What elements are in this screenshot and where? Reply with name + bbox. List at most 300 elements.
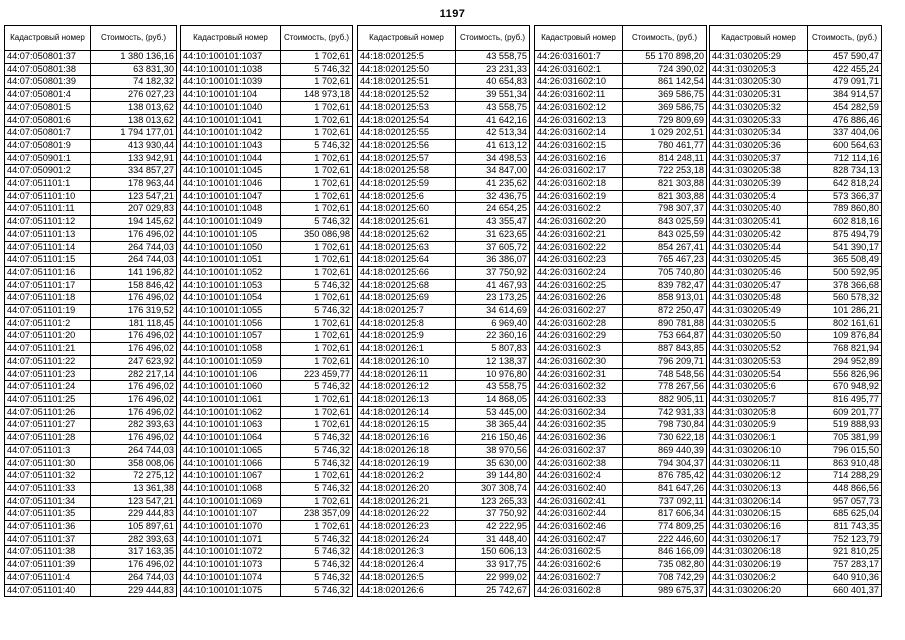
cost-cell: 1 702,61 (281, 292, 353, 305)
table-row (5, 495, 177, 508)
cost-cell: 123 547,21 (91, 495, 177, 508)
cadastral-number-cell: 44:31:030205:48 (710, 292, 808, 305)
cadastral-number-cell: 44:26:031602:24 (535, 266, 623, 279)
cost-cell: 282 393,63 (91, 419, 177, 432)
cost-cell: 1 794 177,01 (91, 127, 177, 140)
table-row (358, 355, 530, 368)
cost-cell: 1 702,61 (281, 521, 353, 534)
cost-cell: 334 857,27 (91, 165, 177, 178)
cadastral-number-cell: 44:10:100101:1059 (181, 355, 281, 368)
table-row (181, 203, 353, 216)
cadastral-number-cell: 44:26:031602:17 (535, 165, 623, 178)
cadastral-number-cell: 44:10:100101:1069 (181, 495, 281, 508)
cadastral-number-cell: 44:10:100101:1037 (181, 51, 281, 64)
cadastral-number-cell: 44:10:100101:1042 (181, 127, 281, 140)
cadastral-number-cell: 44:10:100101:1048 (181, 203, 281, 216)
cadastral-number-cell: 44:18:020126:4 (358, 559, 456, 572)
cadastral-number-cell: 44:18:020125:56 (358, 139, 456, 152)
cost-cell: 708 742,29 (623, 571, 707, 584)
cadastral-number-cell: 44:10:100101:1044 (181, 152, 281, 165)
table-row (710, 533, 882, 546)
cadastral-number-cell: 44:18:020126:1 (358, 343, 456, 356)
table-row (710, 266, 882, 279)
cadastral-number-cell: 44:18:020125:62 (358, 228, 456, 241)
table-row (710, 101, 882, 114)
cost-cell: 843 025,59 (623, 228, 707, 241)
cost-cell: 685 625,04 (808, 508, 882, 521)
table-row (535, 546, 707, 559)
table-row (181, 190, 353, 203)
cadastral-number-cell: 44:07:051101:2 (5, 317, 91, 330)
cost-cell: 705 740,80 (623, 266, 707, 279)
cost-cell: 176 496,02 (91, 228, 177, 241)
cost-cell: 1 702,61 (281, 254, 353, 267)
table-row (358, 89, 530, 102)
cadastral-number-cell: 44:10:100101:1038 (181, 63, 281, 76)
cost-cell: 519 888,93 (808, 419, 882, 432)
table-row (5, 317, 177, 330)
cost-cell: 821 303,88 (623, 178, 707, 191)
table-row (358, 571, 530, 584)
cadastral-number-cell: 44:31:030205:45 (710, 254, 808, 267)
cadastral-number-cell: 44:31:030206:11 (710, 457, 808, 470)
table-row (358, 533, 530, 546)
cadastral-number-cell: 44:18:020125:6 (358, 190, 456, 203)
cost-cell: 40 654,83 (456, 76, 530, 89)
cost-cell: 600 564,63 (808, 139, 882, 152)
table-row (181, 152, 353, 165)
table-row (358, 152, 530, 165)
cost-cell: 714 288,29 (808, 470, 882, 483)
table-row (358, 266, 530, 279)
table-row (5, 254, 177, 267)
page-number: 1197 (439, 8, 466, 20)
table-row (358, 178, 530, 191)
cadastral-number-cell: 44:10:100101:1040 (181, 101, 281, 114)
table-row (181, 89, 353, 102)
cost-cell: 814 248,11 (623, 152, 707, 165)
cadastral-number-cell: 44:18:020126:20 (358, 482, 456, 495)
cost-cell: 863 910,48 (808, 457, 882, 470)
cadastral-number-cell: 44:07:051101:38 (5, 546, 91, 559)
cadastral-number-cell: 44:07:050801:37 (5, 51, 91, 64)
cost-cell: 712 114,16 (808, 152, 882, 165)
cost-cell: 890 781,88 (623, 317, 707, 330)
cost-cell: 957 057,73 (808, 495, 882, 508)
cadastral-number-cell: 44:10:100101:1055 (181, 305, 281, 318)
cadastral-number-cell: 44:18:020126:5 (358, 571, 456, 584)
table-row (181, 508, 353, 521)
cost-cell: 1 702,61 (281, 330, 353, 343)
cost-cell: 1 702,61 (281, 165, 353, 178)
cost-cell: 1 702,61 (281, 76, 353, 89)
cadastral-number-cell: 44:07:051101:12 (5, 216, 91, 229)
cadastral-number-cell: 44:07:051101:24 (5, 381, 91, 394)
cost-cell: 181 118,45 (91, 317, 177, 330)
cost-cell: 5 746,32 (281, 432, 353, 445)
cadastral-number-cell: 44:10:100101:1073 (181, 559, 281, 572)
cadastral-number-cell: 44:18:020125:69 (358, 292, 456, 305)
cost-cell: 735 082,80 (623, 559, 707, 572)
table-row (358, 406, 530, 419)
cadastral-number-cell: 44:10:100101:1063 (181, 419, 281, 432)
cost-cell: 238 357,09 (281, 508, 353, 521)
table-row (358, 190, 530, 203)
cadastral-number-cell: 44:07:051101:26 (5, 406, 91, 419)
table-row (535, 63, 707, 76)
cadastral-number-cell: 44:26:031602:34 (535, 406, 623, 419)
cadastral-number-cell: 44:07:051101:32 (5, 470, 91, 483)
table-row (710, 228, 882, 241)
table-row (5, 152, 177, 165)
cost-cell: 22 360,16 (456, 330, 530, 343)
cadastral-number-cell: 44:31:030206:1 (710, 432, 808, 445)
cadastral-number-cell: 44:18:020125:53 (358, 101, 456, 114)
cadastral-number-cell: 44:18:020126:23 (358, 521, 456, 534)
cadastral-number-cell: 44:31:030205:32 (710, 101, 808, 114)
cost-cell: 10 976,80 (456, 368, 530, 381)
table-row (181, 63, 353, 76)
cost-cell: 264 744,03 (91, 571, 177, 584)
table-row (710, 292, 882, 305)
cost-cell: 176 496,02 (91, 406, 177, 419)
cost-cell: 176 496,02 (91, 559, 177, 572)
table-row (710, 76, 882, 89)
table-row (181, 406, 353, 419)
cost-cell: 798 307,37 (623, 203, 707, 216)
table-row (358, 521, 530, 534)
table-row (535, 139, 707, 152)
cadastral-number-cell: 44:07:051101:19 (5, 305, 91, 318)
cadastral-number-cell: 44:18:020125:8 (358, 317, 456, 330)
cost-cell: 1 702,61 (281, 101, 353, 114)
cadastral-number-cell: 44:10:100101:107 (181, 508, 281, 521)
cost-cell: 32 436,75 (456, 190, 530, 203)
cadastral-number-cell: 44:18:020126:10 (358, 355, 456, 368)
cadastral-number-cell: 44:10:100101:105 (181, 228, 281, 241)
cadastral-number-cell: 44:26:031602:32 (535, 381, 623, 394)
table-row (181, 101, 353, 114)
table-row (710, 355, 882, 368)
table-row (5, 266, 177, 279)
table-row (358, 381, 530, 394)
cost-cell: 105 897,61 (91, 521, 177, 534)
cost-cell: 457 590,47 (808, 51, 882, 64)
cadastral-number-cell: 44:26:031602:40 (535, 482, 623, 495)
cost-cell: 642 818,24 (808, 178, 882, 191)
cadastral-tables (4, 25, 902, 625)
cadastral-number-cell: 44:18:020125:68 (358, 279, 456, 292)
table-row (181, 470, 353, 483)
table-row (358, 292, 530, 305)
cadastral-number-cell: 44:26:031602:1 (535, 63, 623, 76)
cost-cell: 282 217,14 (91, 368, 177, 381)
cost-cell: 109 876,84 (808, 330, 882, 343)
cost-cell: 753 664,87 (623, 330, 707, 343)
table-row (710, 457, 882, 470)
cost-cell: 337 404,06 (808, 127, 882, 140)
cadastral-number-cell: 44:26:031602:21 (535, 228, 623, 241)
table-row (181, 521, 353, 534)
table-row (5, 241, 177, 254)
cadastral-number-cell: 44:31:030206:12 (710, 470, 808, 483)
cadastral-number-cell: 44:31:030205:33 (710, 114, 808, 127)
cadastral-number-cell: 44:18:020126:18 (358, 444, 456, 457)
table-row (710, 368, 882, 381)
cadastral-number-cell: 44:10:100101:1039 (181, 76, 281, 89)
cadastral-number-cell: 44:10:100101:1061 (181, 393, 281, 406)
cadastral-number-cell: 44:31:030205:52 (710, 343, 808, 356)
cadastral-number-cell: 44:18:020125:50 (358, 63, 456, 76)
table-row (535, 165, 707, 178)
table-row (535, 584, 707, 597)
table-row (5, 406, 177, 419)
table-row (5, 571, 177, 584)
table-row (5, 139, 177, 152)
table-row (358, 419, 530, 432)
cadastral-number-cell: 44:31:030205:42 (710, 228, 808, 241)
cadastral-number-cell: 44:31:030206:18 (710, 546, 808, 559)
cadastral-number-cell: 44:26:031602:36 (535, 432, 623, 445)
cost-cell: 5 807,83 (456, 343, 530, 356)
cost-cell: 774 809,25 (623, 521, 707, 534)
cost-cell: 216 150,46 (456, 432, 530, 445)
cost-cell: 479 091,71 (808, 76, 882, 89)
table-row (5, 190, 177, 203)
cost-cell: 796 015,50 (808, 444, 882, 457)
cost-cell: 1 702,61 (281, 203, 353, 216)
cadastral-number-cell: 44:18:020125:52 (358, 89, 456, 102)
table-row (181, 165, 353, 178)
cost-cell: 5 746,32 (281, 571, 353, 584)
table-row (358, 470, 530, 483)
table-row (535, 521, 707, 534)
cost-cell: 858 913,01 (623, 292, 707, 305)
table-row (358, 254, 530, 267)
cadastral-number-cell: 44:26:031602:26 (535, 292, 623, 305)
cost-cell: 798 730,84 (623, 419, 707, 432)
cadastral-number-cell: 44:18:020126:6 (358, 584, 456, 597)
table-row (535, 190, 707, 203)
cadastral-number-cell: 44:31:030205:29 (710, 51, 808, 64)
cadastral-number-cell: 44:10:100101:1050 (181, 241, 281, 254)
cadastral-number-cell: 44:31:030205:31 (710, 89, 808, 102)
cost-cell: 5 746,32 (281, 381, 353, 394)
cadastral-number-cell: 44:31:030206:15 (710, 508, 808, 521)
cadastral-number-cell: 44:26:031602:28 (535, 317, 623, 330)
cost-cell: 846 166,09 (623, 546, 707, 559)
table-row (181, 559, 353, 572)
cadastral-number-cell: 44:31:030205:47 (710, 279, 808, 292)
table-row (710, 432, 882, 445)
cadastral-number-cell: 44:18:020125:63 (358, 241, 456, 254)
cadastral-number-cell: 44:26:031602:22 (535, 241, 623, 254)
cadastral-number-cell: 44:07:051101:40 (5, 584, 91, 597)
cost-cell: 5 746,32 (281, 216, 353, 229)
cost-cell: 724 390,02 (623, 63, 707, 76)
cost-cell: 875 494,79 (808, 228, 882, 241)
table-row (358, 330, 530, 343)
table-row (358, 584, 530, 597)
cadastral-number-cell: 44:18:020126:3 (358, 546, 456, 559)
column-header-number: Кадастровый номер (710, 26, 808, 51)
table-row (5, 482, 177, 495)
cost-cell: 1 702,61 (281, 419, 353, 432)
cadastral-number-cell: 44:26:031602:47 (535, 533, 623, 546)
cost-cell: 765 467,23 (623, 254, 707, 267)
cadastral-number-cell: 44:31:030205:9 (710, 419, 808, 432)
table-row (358, 508, 530, 521)
cost-cell: 178 963,44 (91, 178, 177, 191)
cadastral-number-cell: 44:26:031602:27 (535, 305, 623, 318)
cadastral-number-cell: 44:07:051101:28 (5, 432, 91, 445)
cadastral-number-cell: 44:18:020125:54 (358, 114, 456, 127)
cadastral-number-cell: 44:07:050801:4 (5, 89, 91, 102)
table-row (535, 178, 707, 191)
table-row (5, 419, 177, 432)
cost-cell: 573 366,37 (808, 190, 882, 203)
table-row (535, 101, 707, 114)
table-row (535, 127, 707, 140)
table-row (535, 89, 707, 102)
cadastral-number-cell: 44:07:050901:1 (5, 152, 91, 165)
cost-cell: 921 810,25 (808, 546, 882, 559)
table-row (5, 470, 177, 483)
cost-cell: 41 467,93 (456, 279, 530, 292)
cadastral-number-cell: 44:10:100101:1067 (181, 470, 281, 483)
cadastral-number-cell: 44:10:100101:1054 (181, 292, 281, 305)
cost-cell: 307 308,74 (456, 482, 530, 495)
cost-cell: 780 461,77 (623, 139, 707, 152)
cost-cell: 821 303,88 (623, 190, 707, 203)
cost-cell: 757 283,17 (808, 559, 882, 572)
table-row (358, 495, 530, 508)
cost-cell: 369 586,75 (623, 101, 707, 114)
cadastral-number-cell: 44:10:100101:1066 (181, 457, 281, 470)
table-row (5, 216, 177, 229)
table-row (710, 571, 882, 584)
cadastral-number-cell: 44:07:050801:5 (5, 101, 91, 114)
cadastral-number-cell: 44:31:030205:40 (710, 203, 808, 216)
cadastral-number-cell: 44:10:100101:1056 (181, 317, 281, 330)
table-row (535, 114, 707, 127)
cadastral-number-cell: 44:31:030206:2 (710, 571, 808, 584)
table-row (535, 51, 707, 64)
cost-cell: 133 942,91 (91, 152, 177, 165)
cadastral-number-cell: 44:18:020125:60 (358, 203, 456, 216)
table-row (535, 355, 707, 368)
cadastral-number-cell: 44:18:020126:14 (358, 406, 456, 419)
table-row (710, 495, 882, 508)
table-row (535, 406, 707, 419)
cadastral-number-cell: 44:10:100101:1071 (181, 533, 281, 546)
cadastral-number-cell: 44:07:051101:17 (5, 279, 91, 292)
cadastral-number-cell: 44:26:031602:4 (535, 470, 623, 483)
table-row (181, 368, 353, 381)
cost-cell: 1 702,61 (281, 152, 353, 165)
table-row (181, 114, 353, 127)
cost-cell: 1 702,61 (281, 127, 353, 140)
table-row (710, 393, 882, 406)
cost-cell: 609 201,77 (808, 406, 882, 419)
table-row (5, 279, 177, 292)
table-row (5, 355, 177, 368)
cadastral-number-cell: 44:18:020126:12 (358, 381, 456, 394)
table-row (5, 533, 177, 546)
cost-cell: 1 702,61 (281, 355, 353, 368)
cost-cell: 123 547,21 (91, 190, 177, 203)
cost-cell: 1 702,61 (281, 266, 353, 279)
column-header-cost: Стоимость, (руб.) (91, 26, 177, 51)
table-row (710, 330, 882, 343)
cost-cell: 36 386,07 (456, 254, 530, 267)
cost-cell: 5 746,32 (281, 546, 353, 559)
table-row (181, 317, 353, 330)
cost-cell: 34 847,00 (456, 165, 530, 178)
cadastral-number-cell: 44:26:031602:11 (535, 89, 623, 102)
table-row (358, 368, 530, 381)
cost-cell: 722 253,18 (623, 165, 707, 178)
cadastral-number-cell: 44:10:100101:1053 (181, 279, 281, 292)
cadastral-number-cell: 44:10:100101:1065 (181, 444, 281, 457)
cost-cell: 869 440,39 (623, 444, 707, 457)
cost-cell: 34 498,53 (456, 152, 530, 165)
cadastral-number-cell: 44:18:020125:61 (358, 216, 456, 229)
cost-cell: 1 029 202,51 (623, 127, 707, 140)
cadastral-number-cell: 44:07:051101:25 (5, 393, 91, 406)
cadastral-number-cell: 44:07:050801:7 (5, 127, 91, 140)
cost-cell: 5 746,32 (281, 63, 353, 76)
table-row (710, 406, 882, 419)
cadastral-number-cell: 44:07:050801:39 (5, 76, 91, 89)
table-row (181, 292, 353, 305)
table-row (710, 127, 882, 140)
cadastral-number-cell: 44:07:051101:39 (5, 559, 91, 572)
table-row (710, 521, 882, 534)
cost-cell: 42 222,95 (456, 521, 530, 534)
cost-cell: 1 702,61 (281, 470, 353, 483)
table-row (710, 89, 882, 102)
table-row (358, 343, 530, 356)
cadastral-number-cell: 44:31:030205:39 (710, 178, 808, 191)
cost-cell: 43 558,75 (456, 381, 530, 394)
cadastral-number-cell: 44:18:020125:5 (358, 51, 456, 64)
table-row (5, 114, 177, 127)
table-row (5, 381, 177, 394)
cadastral-number-cell: 44:18:020125:51 (358, 76, 456, 89)
cost-cell: 1 702,61 (281, 393, 353, 406)
cost-cell: 38 365,44 (456, 419, 530, 432)
cadastral-table-1 (4, 25, 177, 597)
cost-cell: 841 647,26 (623, 482, 707, 495)
table-row (358, 165, 530, 178)
cost-cell: 101 286,21 (808, 305, 882, 318)
cadastral-number-cell: 44:18:020126:2 (358, 470, 456, 483)
table-row (358, 457, 530, 470)
cadastral-number-cell: 44:26:031602:37 (535, 444, 623, 457)
table-row (535, 216, 707, 229)
table-row (181, 330, 353, 343)
table-row (358, 203, 530, 216)
cadastral-number-cell: 44:26:031602:7 (535, 571, 623, 584)
cadastral-number-cell: 44:26:031602:33 (535, 393, 623, 406)
cost-cell: 1 702,61 (281, 178, 353, 191)
cadastral-number-cell: 44:31:030205:38 (710, 165, 808, 178)
cadastral-number-cell: 44:07:051101:15 (5, 254, 91, 267)
cadastral-table-5 (709, 25, 882, 597)
cost-cell: 789 860,80 (808, 203, 882, 216)
cadastral-number-cell: 44:07:051101:3 (5, 444, 91, 457)
